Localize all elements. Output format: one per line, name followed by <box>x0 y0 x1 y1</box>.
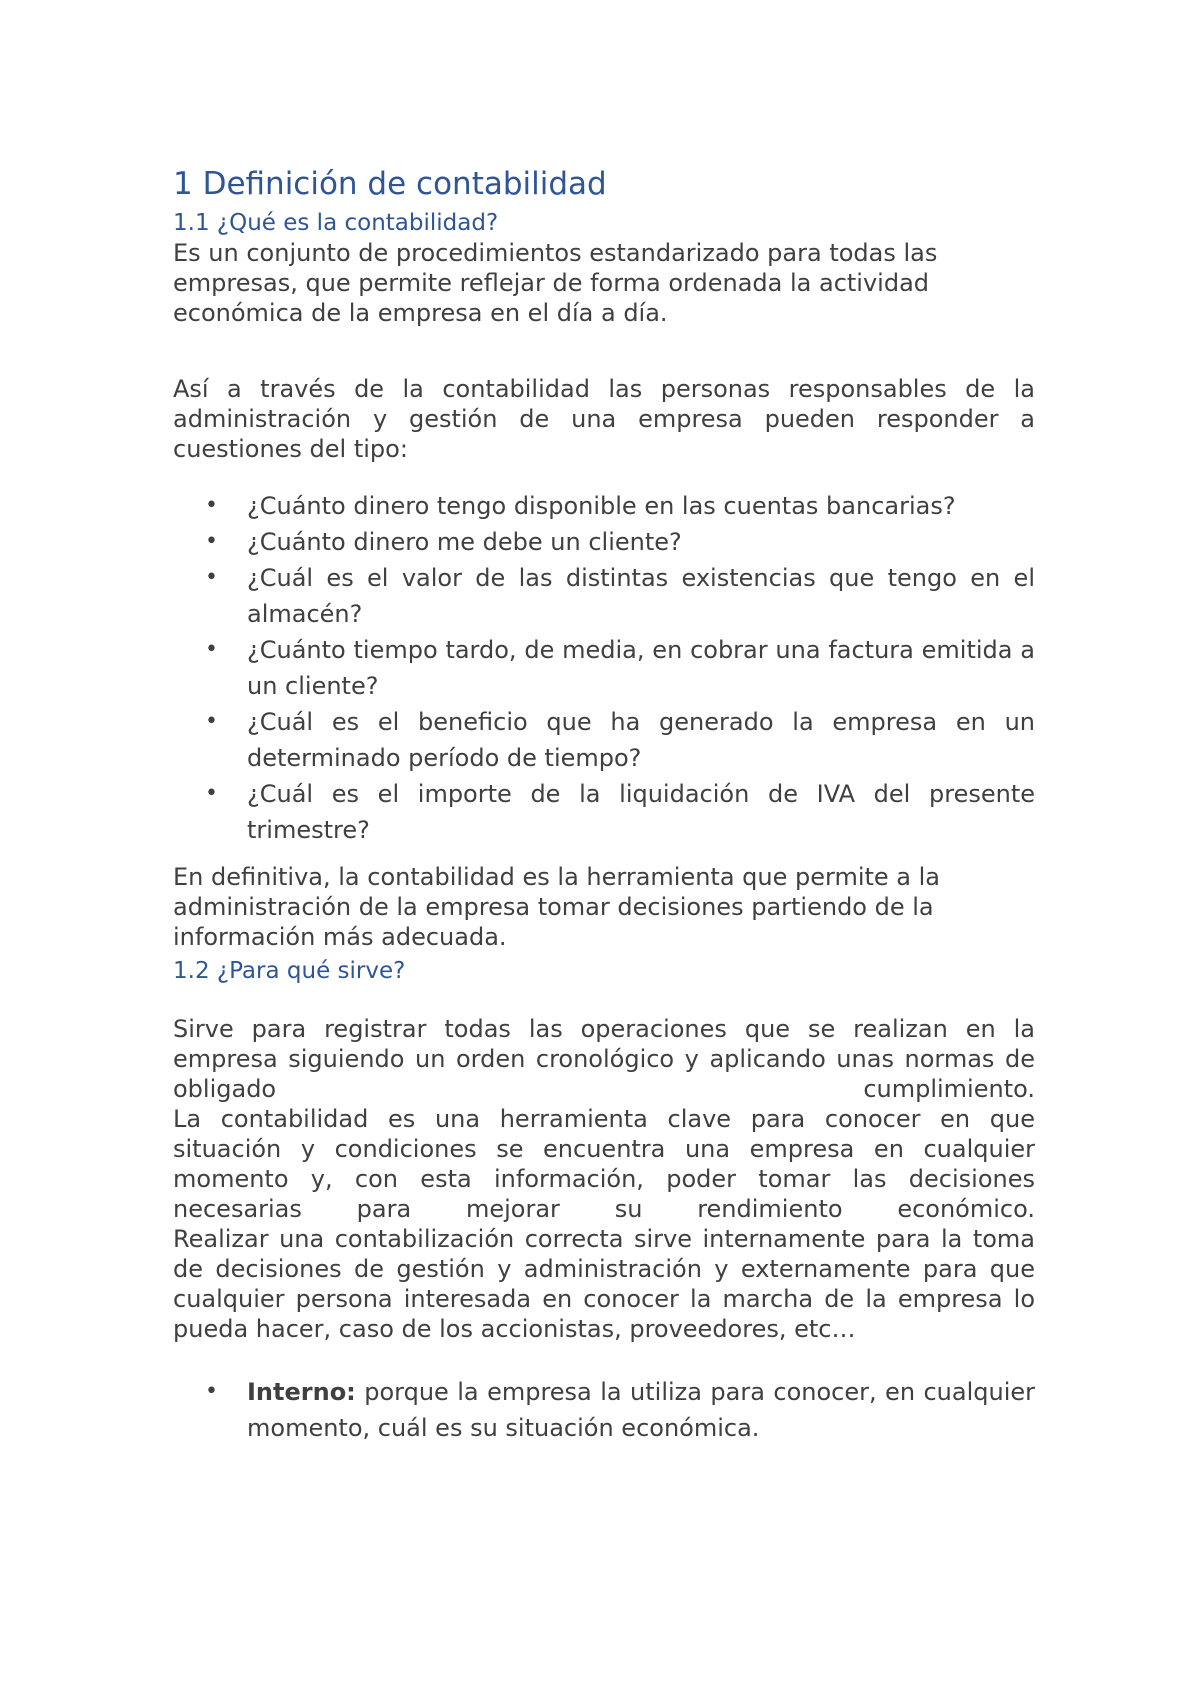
list-item: • ¿Cuál es el beneficio que ha generado la empresa en un determinado período de tiempo? <box>173 704 1035 776</box>
bullet-icon: • <box>205 709 218 734</box>
bullet-icon: • <box>205 529 218 554</box>
internal-text: porque la empresa la utiliza para conocer, en cualquier momento, cuál es su situación económica. <box>247 1378 1035 1442</box>
heading-para-que-sirve: 1.2 ¿Para qué sirve? <box>173 958 406 984</box>
uses-list <box>173 1374 1035 1446</box>
questions-list <box>173 488 1035 848</box>
document-page <box>173 160 1035 1446</box>
bullet-icon: • <box>205 637 218 662</box>
list-item: • ¿Cuál es el importe de la liquidación de IVA del presente trimestre? <box>173 776 1035 848</box>
paragraph-en-definitiva-line-3: información más adecuada. <box>173 923 507 951</box>
paragraph-contabilizacion: Realizar una contabilización correcta sirve internamente para la toma de decisiones de gestión y administración y externamente para que cualquier persona interesada en conocer la marcha de la empresa lo pueda hacer, caso de los accionistas, proveedores, etc… <box>173 1225 1035 1343</box>
paragraph-definition-line-1: Es un conjunto de procedimientos estandarizado para todas las <box>173 239 938 267</box>
bullet-icon: • <box>205 493 218 518</box>
list-item: • ¿Cuánto dinero me debe un cliente? <box>173 524 1035 560</box>
paragraph-definition-line-3: económica de la empresa en el día a día. <box>173 299 668 327</box>
heading-definicion: 1 Definición de contabilidad <box>173 166 607 202</box>
list-item: • ¿Cuánto dinero tengo disponible en las cuentas bancarias? <box>173 488 1035 524</box>
bullet-icon: • <box>205 565 218 590</box>
list-item <box>173 1374 1035 1446</box>
bullet-icon: • <box>205 1379 218 1404</box>
bullet-icon: • <box>205 781 218 806</box>
paragraph-en-definitiva-line-1: En definitiva, la contabilidad es la herramienta que permite a la <box>173 863 941 891</box>
heading-que-es: 1.1 ¿Qué es la contabilidad? <box>173 210 499 236</box>
list-item: • ¿Cuál es el valor de las distintas existencias que tengo en el almacén? <box>173 560 1035 632</box>
paragraph-en-definitiva-line-2: administración de la empresa tomar decisiones partiendo de la <box>173 893 934 921</box>
list-item: • ¿Cuánto tiempo tardo, de media, en cobrar una factura emitida a un cliente? <box>173 632 1035 704</box>
paragraph-herramienta-clave: La contabilidad es una herramienta clave para conocer en que situación y condiciones se encuentra una empresa en cualquier momento y, con esta información, poder tomar las decisiones necesarias para mejorar su rendimiento económico. <box>173 1105 1035 1223</box>
paragraph-responsables: Así a través de la contabilidad las personas responsables de la administración y gestión de una empresa pueden responder a cuestiones del tipo: <box>173 375 1035 463</box>
internal-label: Interno: <box>247 1378 356 1406</box>
paragraph-definition-line-2: empresas, que permite reflejar de forma ordenada la actividad <box>173 269 930 297</box>
paragraph-sirve: Sirve para registrar todas las operaciones que se realizan en la empresa siguiendo un orden cronológico y aplicando unas normas de obligado cumplimiento. <box>173 1015 1035 1103</box>
